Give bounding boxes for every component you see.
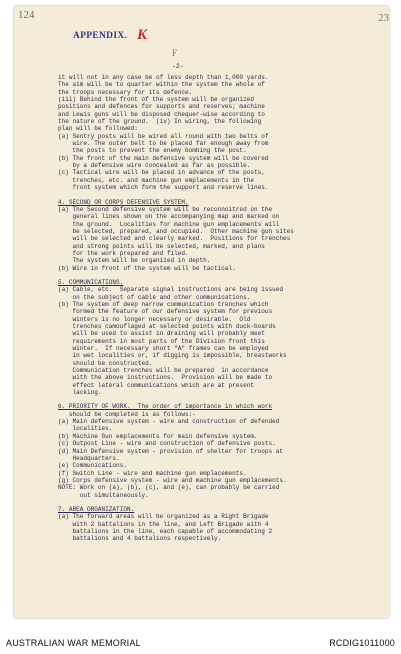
paragraph-gap [58,499,388,506]
pencil-mark: F [172,48,178,58]
text-line: (c) Tactical wire will be placed in advance of the posts, [58,169,265,177]
text-line: formed the feature of our defensive system for previous [58,308,273,316]
text-line: trenches, etc. and machine gun emplacements in the [58,176,254,184]
text-line: (d) Main Defensive system - provision of shelter for troops at [58,447,283,455]
text-line: winters is no longer necessary or desirable. Old [58,315,251,323]
text-line: requirements in most parts of the Division front this [58,337,265,345]
text-line: (iii) Behind the front of the system will be organized [58,96,254,104]
text-line: (f) Switch Line - wire and machine gun emplacements. [58,469,247,477]
text-line: will be used to assist in draining will probably meet [58,330,265,338]
text-line: the posts to prevent the enemy bombing the post. [58,147,247,155]
text-line: positions and defences for supports and reserves; machine [58,103,265,111]
text-line: lacking. [58,389,102,397]
text-line: (a) The forward areas will be organized as a Right Brigade [58,513,269,521]
text-line: localities. [58,425,113,433]
text-line: (a) Main defensive system - wire and construction of defended [58,418,280,426]
text-line: (a) Sentry posts will be wired all round with two belts of [58,132,269,140]
text-line: should be completed is as follows:- [58,410,196,418]
text-line: (b) The system of deep narrow communication trenches which [58,300,269,308]
footer [0,625,401,654]
text-line: the ground. Localities for machine gun emplacements will [58,220,280,228]
paragraph-gap [58,192,388,199]
text-line: (e) Communications. [58,462,127,470]
text-line: Headquarters. [58,454,120,462]
text-line: The aim will be to quarter within the system the whole of [58,81,265,89]
text-line: the nature of the ground. (iv) In wiring, the following [58,118,262,126]
text-line: (a) Cable, etc. Separate signal instructions are being issued [58,286,283,294]
text-line: (a) The Second defensive system will be reconnoitred on the [58,205,273,213]
text-line: for the work prepared and filed. [58,249,189,257]
text-line: the troops necessary for its defence. [58,88,193,96]
section-heading: 5. COMMUNICATIONS. [58,278,124,286]
text-line: The system will be organized in depth. [58,257,211,265]
section-heading: 7. AREA ORGANIZATION. [58,505,135,513]
text-line: wire. The outer belt to be placed far enough away from [58,140,269,148]
text-line: it will not in any case be of less depth than 1,000 yards. [58,74,269,81]
text-line: battalions and 4 battalions respectively. [58,535,222,543]
text-line: (b) The front of the main defensive system will be covered [58,154,269,162]
text-line: on the subject of cable and other communications. [58,293,251,301]
text-line: NOTE: Work on (a), (b), (c), and (e), can probably be carried [58,484,280,492]
footer-institution: AUSTRALIAN WAR MEMORIAL [6,638,141,648]
text-line: plan will be followed: [58,125,138,133]
text-line: (g) Corps defensive system - wire and machine gun emplacements. [58,476,287,484]
section-heading: 4. SECOND OR CORPS DEFENSIVE SYSTEM. [58,198,189,206]
text-line: in wet localities or, if digging is impossible, breastworks [58,352,287,360]
text-line: and strong points will be selected, marked, and plans [58,242,265,250]
page-margin [0,0,14,618]
section-heading: 6. PRIORITY OF WORK. The order of importance in which work [58,403,273,411]
text-line: (c) Outpost Line - wire and construction of defensive posts. [58,440,276,448]
text-line: should be constructed. [58,359,153,367]
text-line: Communication trenches will be prepared in accordance [58,367,269,375]
paragraph-gap [58,396,388,403]
page-number: -2- [172,63,184,70]
text-line: and Lewis guns will be disposed chequer-wise according to [58,110,265,118]
text-line: by a defensive wire concealed as far as possible. [58,162,251,170]
appendix-letter-mark: K [137,27,148,43]
text-line: general lines shown on the accompanying map and marked on [58,213,280,221]
text-line: out simultaneously. [58,491,149,499]
text-line: (b) Wire in front of the system will be tactical. [58,264,236,272]
text-line: trenches camouflaged at selected points with duck-boards [58,323,276,330]
text-line: be selected, prepared, and occupied. Other machine gun sites [58,227,294,235]
sheet-number: 124 [18,9,35,21]
text-line: with the above instructions. Provision will be made to [58,374,273,382]
text-line: battalions in the line, each capable of accommodating 2 [58,527,273,535]
corner-number: 23 [378,12,389,24]
text-line: will be selected and clearly marked. Positions for trenches [58,235,291,243]
paragraph-gap [58,272,388,279]
text-line: effect lateral communications which are at present [58,381,254,389]
footer-reference: RCDIG1011000 [329,638,395,648]
appendix-label: APPENDIX. [73,31,128,41]
text-line: front system which form the support and reserve lines. [58,184,269,192]
text-line: with 2 battalions in the line, and Left Brigade with 4 [58,520,269,528]
text-line: winter. If necessary short "A" frames can be employed [58,345,269,353]
document-body [58,74,388,543]
text-line: (b) Machine Gun emplacements for main defensive system. [58,432,258,440]
